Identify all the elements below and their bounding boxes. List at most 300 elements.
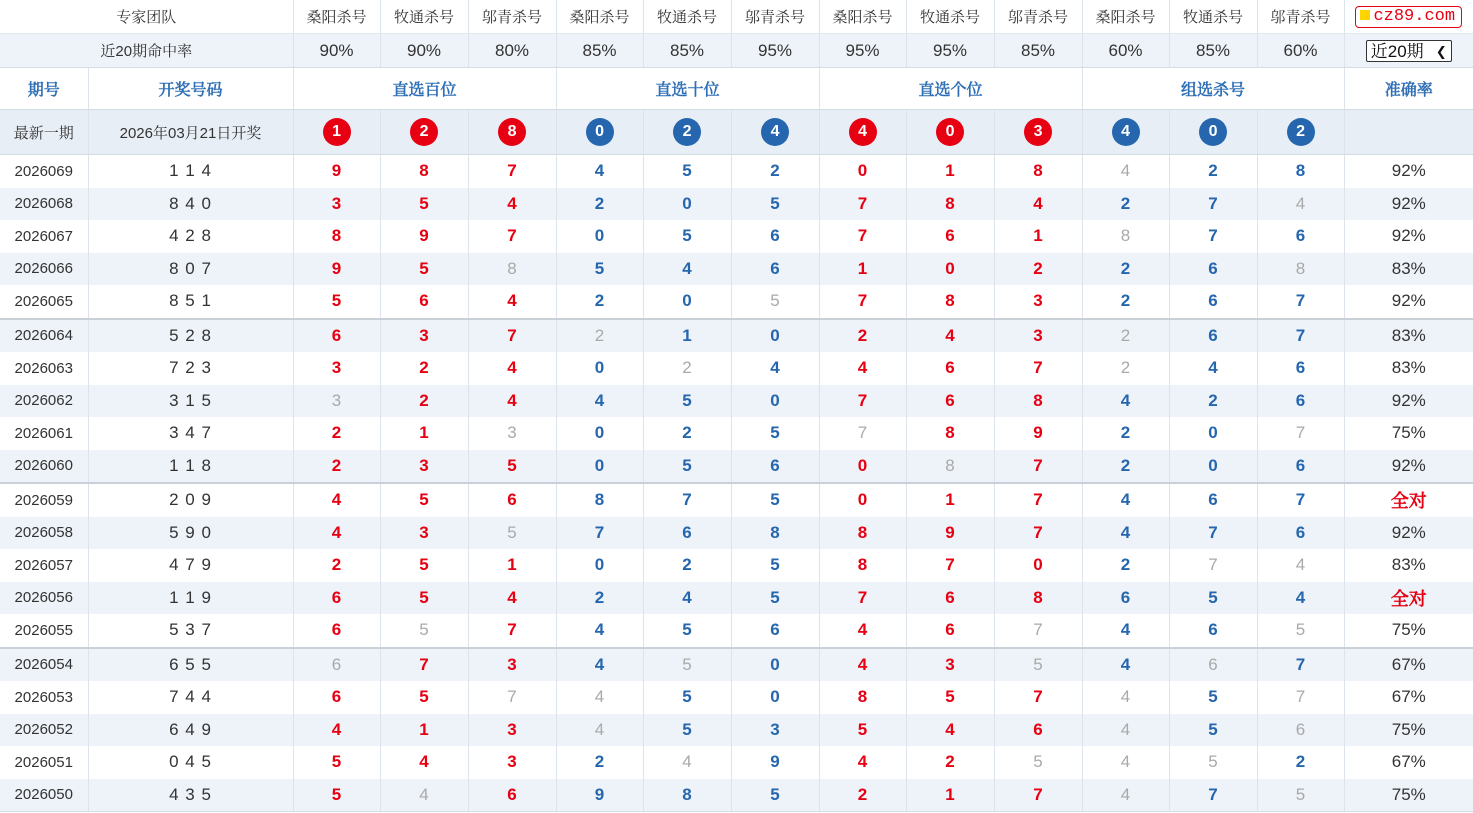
latest-ball: 0 (1199, 118, 1227, 146)
kill-number: 1 (468, 549, 556, 582)
period-range-select[interactable]: 近20期 ❮ (1366, 40, 1452, 62)
kill-number: 2 (1082, 319, 1169, 353)
kill-number: 7 (819, 417, 906, 450)
kill-number: 0 (1169, 417, 1257, 450)
kill-number: 2 (556, 285, 643, 319)
kill-number: 7 (1257, 681, 1344, 714)
kill-number: 6 (906, 220, 994, 253)
kill-number: 2 (1169, 155, 1257, 188)
kill-number: 4 (1082, 681, 1169, 714)
kill-number: 7 (468, 220, 556, 253)
expert-name: 牧通杀号 (906, 0, 994, 34)
expert-name: 邬青杀号 (994, 0, 1082, 34)
expert-row (0, 0, 1473, 34)
kill-number: 5 (1169, 681, 1257, 714)
kill-number: 8 (380, 155, 468, 188)
accuracy-value: 75% (1344, 779, 1473, 812)
kill-number: 4 (643, 582, 731, 615)
kill-number: 2 (380, 385, 468, 418)
kill-number: 2 (906, 746, 994, 779)
kill-number: 1 (643, 319, 731, 353)
accuracy-value: 92% (1391, 161, 1426, 181)
kill-number: 0 (819, 483, 906, 517)
kill-number: 6 (293, 582, 380, 615)
kill-number: 7 (1169, 549, 1257, 582)
kill-number: 4 (380, 746, 468, 779)
accuracy-value: 83% (1344, 319, 1473, 353)
kill-number: 8 (468, 253, 556, 286)
kill-number: 5 (1257, 779, 1344, 812)
kill-number: 4 (819, 614, 906, 648)
kill-number: 2 (556, 746, 643, 779)
latest-accuracy (1344, 110, 1473, 155)
kill-number: 5 (994, 648, 1082, 682)
draw-number: 8 5 1 (88, 285, 293, 319)
hit-rate: 95% (731, 34, 819, 68)
kill-number: 4 (556, 155, 643, 188)
kill-number: 4 (556, 614, 643, 648)
table-row (0, 614, 1473, 648)
accuracy-value: 75% (1391, 423, 1426, 443)
period-number: 2026058 (0, 517, 88, 550)
kill-number: 1 (906, 155, 994, 188)
latest-ball: 1 (323, 118, 351, 146)
kill-number: 6 (293, 681, 380, 714)
kill-number: 3 (994, 319, 1082, 353)
kill-number: 8 (819, 517, 906, 550)
table-row (0, 681, 1473, 714)
kill-number: 0 (556, 549, 643, 582)
col-group: 组选杀号 (1082, 68, 1344, 110)
hit-rate: 85% (1169, 34, 1257, 68)
kill-number: 5 (380, 614, 468, 648)
accuracy-value: 83% (1391, 555, 1426, 575)
table-row (0, 714, 1473, 747)
kill-number: 3 (380, 450, 468, 484)
period-number: 2026053 (0, 681, 88, 714)
kill-number: 4 (731, 352, 819, 385)
kill-number: 1 (994, 220, 1082, 253)
chevron-down-icon: ❮ (1435, 43, 1447, 59)
draw-number: 1 1 4 (88, 155, 293, 188)
accuracy-value: 67% (1391, 687, 1426, 707)
kill-number: 6 (1082, 582, 1169, 615)
kill-number: 5 (380, 483, 468, 517)
column-header-row (0, 68, 1473, 110)
hit-rate: 80% (468, 34, 556, 68)
draw-number: 6 5 5 (88, 648, 293, 682)
table-row (0, 253, 1473, 286)
kill-number: 4 (1082, 779, 1169, 812)
table-row (0, 188, 1473, 221)
kill-number: 7 (468, 155, 556, 188)
draw-number: 4 2 8 (88, 220, 293, 253)
latest-ball: 0 (586, 118, 614, 146)
kill-number: 7 (380, 648, 468, 682)
kill-number: 6 (1169, 253, 1257, 286)
kill-number: 1 (819, 253, 906, 286)
kill-number: 4 (1082, 385, 1169, 418)
kill-number: 4 (1082, 155, 1169, 188)
kill-number: 3 (906, 648, 994, 682)
kill-number: 5 (643, 385, 731, 418)
kill-number: 5 (643, 681, 731, 714)
kill-number: 5 (906, 681, 994, 714)
kill-number: 6 (731, 614, 819, 648)
kill-number: 5 (380, 253, 468, 286)
draw-number: 6 4 9 (88, 714, 293, 747)
period-select-cell (1344, 34, 1473, 68)
kill-number: 6 (906, 582, 994, 615)
accuracy-value: 75% (1344, 714, 1473, 747)
kill-number: 4 (556, 385, 643, 418)
kill-number: 0 (731, 681, 819, 714)
table-row (0, 648, 1473, 682)
kill-number: 5 (731, 483, 819, 517)
kill-number: 4 (643, 253, 731, 286)
draw-number: 1 1 8 (88, 450, 293, 484)
site-logo-cell[interactable] (1344, 0, 1473, 34)
period-number: 2026062 (0, 385, 88, 418)
expert-name: 桑阳杀号 (1082, 0, 1169, 34)
draw-number: 3 1 5 (88, 385, 293, 418)
kill-number: 6 (293, 648, 380, 682)
kill-number: 3 (468, 648, 556, 682)
kill-number: 6 (1257, 352, 1344, 385)
accuracy-value: 全对 (1344, 483, 1473, 517)
kill-number: 7 (819, 220, 906, 253)
kill-number: 8 (643, 779, 731, 812)
kill-number: 7 (994, 681, 1082, 714)
table-row (0, 417, 1473, 450)
kill-number: 0 (994, 549, 1082, 582)
kill-number: 1 (906, 483, 994, 517)
kill-number: 7 (819, 582, 906, 615)
kill-number: 5 (731, 188, 819, 221)
period-number: 2026069 (0, 155, 88, 188)
kill-number: 2 (556, 188, 643, 221)
kill-number: 2 (293, 549, 380, 582)
kill-number: 1 (380, 714, 468, 747)
col-units: 直选个位 (819, 68, 1082, 110)
kill-number: 5 (1169, 714, 1257, 747)
kill-number: 7 (1169, 220, 1257, 253)
kill-number: 5 (1169, 582, 1257, 615)
accuracy-value: 全对 (1344, 582, 1473, 615)
kill-number: 6 (731, 450, 819, 484)
hit-rate: 60% (1082, 34, 1169, 68)
table-row (0, 450, 1473, 484)
kill-number: 4 (293, 714, 380, 747)
accuracy-value: 92% (1344, 450, 1473, 484)
draw-number: 2 0 9 (88, 483, 293, 517)
accuracy-value: 92% (1344, 385, 1473, 418)
kill-number: 7 (994, 517, 1082, 550)
kill-number: 0 (906, 253, 994, 286)
kill-number: 6 (1257, 714, 1344, 747)
kill-number: 1 (906, 779, 994, 812)
kill-number: 6 (293, 319, 380, 353)
period-number: 2026063 (0, 352, 88, 385)
latest-ball: 3 (1024, 118, 1052, 146)
kill-number: 7 (994, 352, 1082, 385)
kill-number: 3 (731, 714, 819, 747)
kill-number: 7 (468, 319, 556, 353)
col-draw: 开奖号码 (88, 68, 293, 110)
hit-rate: 85% (643, 34, 731, 68)
kill-number: 5 (731, 779, 819, 812)
draw-number: 8 0 7 (88, 253, 293, 286)
accuracy-value: 83% (1391, 358, 1426, 378)
hit-rate: 90% (293, 34, 380, 68)
table-row (0, 385, 1473, 418)
period-number: 2026052 (0, 714, 88, 747)
table-row (0, 483, 1473, 517)
kill-number: 9 (731, 746, 819, 779)
kill-number: 5 (293, 746, 380, 779)
kill-number: 5 (380, 549, 468, 582)
kill-number: 9 (994, 417, 1082, 450)
kill-number: 4 (1082, 517, 1169, 550)
kill-number: 5 (994, 746, 1082, 779)
hit-rate: 95% (819, 34, 906, 68)
kill-number: 7 (994, 779, 1082, 812)
kill-number: 2 (819, 779, 906, 812)
kill-number: 7 (468, 614, 556, 648)
kill-number: 4 (643, 746, 731, 779)
kill-number: 8 (994, 155, 1082, 188)
kill-number: 6 (1169, 285, 1257, 319)
kill-number: 8 (556, 483, 643, 517)
rate-label: 近20期命中率 (0, 34, 293, 68)
period-number: 2026050 (0, 779, 88, 812)
kill-number: 6 (1257, 385, 1344, 418)
kill-number: 2 (556, 582, 643, 615)
kill-number: 2 (643, 417, 731, 450)
site-logo[interactable]: cz89.com (1355, 6, 1462, 28)
kill-number: 7 (994, 450, 1082, 484)
kill-number: 4 (556, 681, 643, 714)
accuracy-value: 67% (1344, 648, 1473, 682)
kill-number: 4 (1257, 582, 1344, 615)
kill-number: 2 (293, 450, 380, 484)
kill-number: 7 (643, 483, 731, 517)
kill-number: 0 (731, 319, 819, 353)
draw-number: 5 9 0 (88, 517, 293, 550)
kill-number: 2 (1257, 746, 1344, 779)
kill-number: 6 (1169, 319, 1257, 353)
kill-number: 5 (731, 582, 819, 615)
table-row (0, 517, 1473, 550)
kill-number: 2 (1082, 253, 1169, 286)
expert-name: 桑阳杀号 (556, 0, 643, 34)
hit-rate: 90% (380, 34, 468, 68)
kill-number: 7 (1169, 779, 1257, 812)
kill-number: 0 (556, 450, 643, 484)
kill-number: 4 (1257, 188, 1344, 221)
kill-number: 0 (556, 220, 643, 253)
kill-number: 5 (468, 450, 556, 484)
kill-number: 5 (380, 188, 468, 221)
kill-number: 4 (293, 483, 380, 517)
draw-number: 4 3 5 (88, 779, 293, 812)
kill-number: 4 (1082, 714, 1169, 747)
latest-ball: 4 (849, 118, 877, 146)
kill-number: 5 (293, 779, 380, 812)
kill-number: 0 (556, 417, 643, 450)
period-number: 2026061 (0, 417, 88, 450)
hit-rate: 85% (994, 34, 1082, 68)
kill-number: 6 (906, 614, 994, 648)
latest-ball: 0 (936, 118, 964, 146)
kill-number: 2 (380, 352, 468, 385)
kill-number: 2 (643, 352, 731, 385)
kill-number: 7 (1257, 483, 1344, 517)
kill-number: 6 (380, 285, 468, 319)
kill-number: 2 (1082, 450, 1169, 484)
col-accuracy: 准确率 (1344, 68, 1473, 110)
period-number: 2026059 (0, 483, 88, 517)
latest-ball: 2 (673, 118, 701, 146)
expert-name: 牧通杀号 (380, 0, 468, 34)
kill-number: 7 (1257, 417, 1344, 450)
kill-number: 5 (731, 285, 819, 319)
draw-number: 5 2 8 (88, 319, 293, 353)
kill-number: 8 (1257, 155, 1344, 188)
kill-number: 0 (731, 648, 819, 682)
kill-number: 3 (380, 517, 468, 550)
col-tens: 直选十位 (556, 68, 819, 110)
period-number: 2026051 (0, 746, 88, 779)
kill-number: 9 (906, 517, 994, 550)
expert-name: 牧通杀号 (643, 0, 731, 34)
period-number: 2026064 (0, 319, 88, 353)
kill-number: 0 (643, 285, 731, 319)
kill-number: 4 (380, 779, 468, 812)
latest-ball: 2 (1287, 118, 1315, 146)
kill-number: 4 (556, 714, 643, 747)
latest-ball: 2 (410, 118, 438, 146)
kill-number: 3 (468, 417, 556, 450)
kill-number: 2 (643, 549, 731, 582)
kill-number: 6 (1169, 483, 1257, 517)
kill-number: 3 (994, 285, 1082, 319)
expert-name: 邬青杀号 (731, 0, 819, 34)
period-number: 2026060 (0, 450, 88, 484)
kill-number: 7 (556, 517, 643, 550)
team-label: 专家团队 (0, 0, 293, 34)
kill-number: 6 (1257, 450, 1344, 484)
expert-name: 邬青杀号 (468, 0, 556, 34)
kill-number: 5 (468, 517, 556, 550)
kill-number: 2 (731, 155, 819, 188)
period-number: 2026055 (0, 614, 88, 648)
table-row (0, 549, 1473, 582)
kill-number: 6 (906, 352, 994, 385)
kill-number: 5 (556, 253, 643, 286)
kill-number: 8 (994, 582, 1082, 615)
kill-number: 8 (731, 517, 819, 550)
kill-number: 5 (731, 549, 819, 582)
kill-number: 2 (1082, 285, 1169, 319)
kill-number: 6 (731, 253, 819, 286)
kill-number: 8 (1257, 253, 1344, 286)
expert-name: 牧通杀号 (1169, 0, 1257, 34)
kill-number: 8 (906, 417, 994, 450)
kill-number: 5 (643, 714, 731, 747)
kill-number: 7 (906, 549, 994, 582)
accuracy-value: 83% (1344, 253, 1473, 286)
kill-number: 5 (643, 614, 731, 648)
kill-number: 4 (819, 648, 906, 682)
kill-number: 1 (380, 417, 468, 450)
kill-number: 0 (819, 155, 906, 188)
kill-number: 8 (819, 681, 906, 714)
kill-number: 4 (556, 648, 643, 682)
kill-number: 4 (819, 352, 906, 385)
kill-number: 7 (1257, 648, 1344, 682)
kill-number: 9 (380, 220, 468, 253)
draw-number: 8 4 0 (88, 188, 293, 221)
draw-number: 7 2 3 (88, 352, 293, 385)
table-row (0, 779, 1473, 812)
table-row (0, 746, 1473, 779)
period-number: 2026067 (0, 220, 88, 253)
hit-rate: 85% (556, 34, 643, 68)
kill-number: 4 (1082, 648, 1169, 682)
kill-number: 8 (906, 188, 994, 221)
kill-number: 3 (468, 746, 556, 779)
latest-date: 2026年03月21日开奖 (88, 110, 293, 155)
kill-number: 6 (1257, 220, 1344, 253)
kill-number: 0 (1169, 450, 1257, 484)
kill-number: 4 (1082, 614, 1169, 648)
draw-number: 7 4 4 (88, 681, 293, 714)
kill-number: 8 (819, 549, 906, 582)
expert-name: 桑阳杀号 (293, 0, 380, 34)
kill-number: 5 (380, 681, 468, 714)
kill-number: 4 (994, 188, 1082, 221)
table-row (0, 582, 1473, 615)
accuracy-value: 92% (1391, 291, 1426, 311)
kill-number: 4 (819, 746, 906, 779)
table-row (0, 220, 1473, 253)
kill-number: 5 (643, 648, 731, 682)
kill-number: 6 (731, 220, 819, 253)
kill-number: 7 (819, 188, 906, 221)
kill-number: 2 (1082, 352, 1169, 385)
period-number: 2026068 (0, 188, 88, 221)
kill-number: 6 (468, 779, 556, 812)
accuracy-value: 92% (1391, 226, 1426, 246)
kill-number: 7 (468, 681, 556, 714)
kill-number: 7 (819, 385, 906, 418)
kill-number: 6 (1169, 614, 1257, 648)
kill-number: 4 (1082, 746, 1169, 779)
kill-number: 6 (468, 483, 556, 517)
hit-rate: 60% (1257, 34, 1344, 68)
kill-number: 0 (643, 188, 731, 221)
kill-number: 5 (643, 220, 731, 253)
kill-number: 2 (1082, 549, 1169, 582)
kill-number: 4 (293, 517, 380, 550)
kill-number: 4 (906, 319, 994, 353)
kill-number: 2 (1082, 417, 1169, 450)
table-row (0, 352, 1473, 385)
draw-number: 5 3 7 (88, 614, 293, 648)
kill-number: 4 (1169, 352, 1257, 385)
table-row (0, 285, 1473, 319)
